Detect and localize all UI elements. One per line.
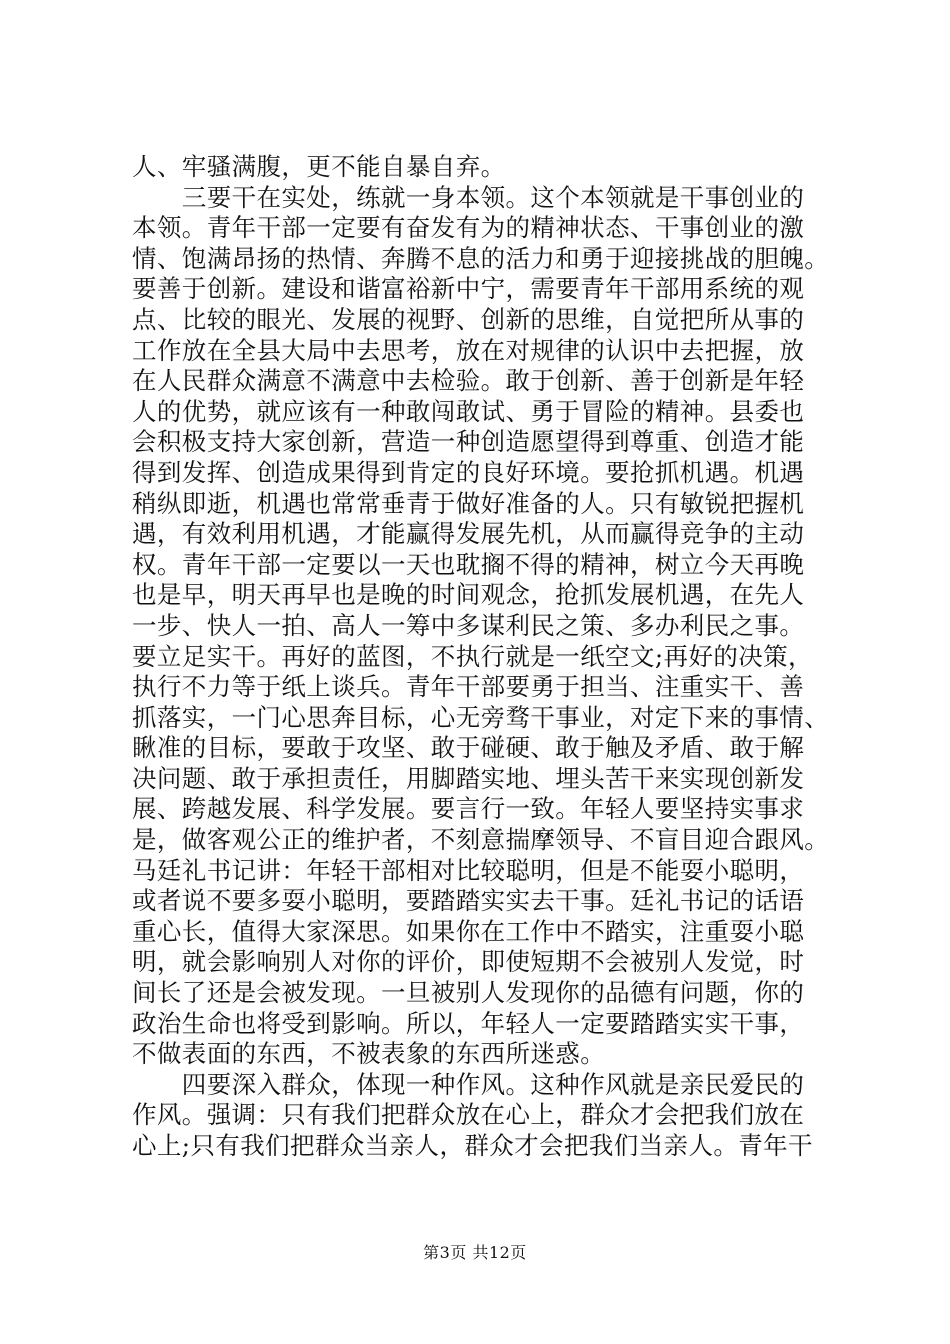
- text-line: 人、牢骚满腹，更不能自暴自弃。: [132, 152, 506, 181]
- text-line: 稍纵即逝，机遇也常常垂青于做好准备的人。只有敏锐把握机: [132, 488, 805, 518]
- text-line: 要立足实干。再好的蓝图，不执行就是一纸空文;再好的决策，: [132, 641, 813, 671]
- text-line: 是，做客观公正的维护者，不刻意揣摩领导、不盲目迎合跟风。: [132, 825, 830, 855]
- text-line: 或者说不要多耍小聪明，要踏踏实实去干事。廷礼书记的话语: [132, 886, 805, 916]
- text-line: 瞅准的目标，要敢于攻坚、敢于碰硬、敢于触及矛盾、敢于解: [132, 733, 805, 763]
- text-line: 得到发挥、创造成果得到肯定的良好环境。要抢抓机遇。机遇: [132, 457, 805, 487]
- text-line: 明，就会影响别人对你的评价，即使短期不会被别人发觉，时: [132, 947, 805, 977]
- text-line: 会积极支持大家创新，营造一种创造愿望得到尊重、创造才能: [132, 427, 805, 457]
- text-line: 工作放在全县大局中去思考，放在对规律的认识中去把握，放: [132, 335, 805, 365]
- text-line: 重心长，值得大家深思。如果你在工作中不踏实，注重耍小聪: [132, 916, 805, 946]
- text-line: 遇，有效利用机遇，才能赢得发展先机，从而赢得竞争的主动: [132, 519, 805, 549]
- text-line: 间长了还是会被发现。一旦被别人发现你的品德有问题，你的: [132, 978, 805, 1008]
- text-line: 作风。强调：只有我们把群众放在心上，群众才会把我们放在: [132, 1100, 805, 1130]
- text-line: 执行不力等于纸上谈兵。青年干部要勇于担当、注重实干、善: [132, 672, 805, 702]
- text-line: 心上;只有我们把群众当亲人，群众才会把我们当亲人。青年干: [132, 1131, 813, 1160]
- text-line: 人的优势，就应该有一种敢闯敢试、勇于冒险的精神。县委也: [132, 396, 805, 426]
- text-line: 情、饱满昂扬的热情、奔腾不息的活力和勇于迎接挑战的胆魄。: [132, 243, 830, 273]
- text-line: 马廷礼书记讲：年轻干部相对比较聪明，但是不能耍小聪明，: [132, 855, 805, 885]
- text-line: 四要深入群众，体现一种作风。这种作风就是亲民爱民的: [132, 1069, 805, 1099]
- text-line: 点、比较的眼光、发展的视野、创新的思维，自觉把所从事的: [132, 304, 805, 334]
- text-line: 也是早，明天再早也是晚的时间观念，抢抓发展机遇，在先人: [132, 580, 805, 610]
- text-line: 一步、快人一拍、高人一筹中多谋利民之策、多办利民之事。: [132, 610, 805, 640]
- text-line: 政治生命也将受到影响。所以，年轻人一定要踏踏实实干事，: [132, 1008, 805, 1038]
- text-line: 展、跨越发展、科学发展。要言行一致。年轻人要坚持实事求: [132, 794, 805, 824]
- text-line: 权。青年干部一定要以一天也耽搁不得的精神，树立今天再晚: [132, 549, 805, 579]
- text-line: 三要干在实处，练就一身本领。这个本领就是干事创业的: [132, 182, 805, 212]
- text-line: 本领。青年干部一定要有奋发有为的精神状态、干事创业的激: [132, 213, 805, 243]
- text-line: 不做表面的东西，不被表象的东西所迷惑。: [132, 1039, 606, 1069]
- text-line: 在人民群众满意不满意中去检验。敢于创新、善于创新是年轻: [132, 366, 805, 396]
- text-line: 抓落实，一门心思奔目标，心无旁骛干事业，对定下来的事情、: [132, 702, 830, 732]
- page-number-footer: 第3页 共12页: [423, 1243, 527, 1262]
- body-text: [132, 152, 832, 1162]
- text-line: 要善于创新。建设和谐富裕新中宁，需要青年干部用系统的观: [132, 274, 805, 304]
- text-line: 决问题、敢于承担责任，用脚踏实地、埋头苦干来实现创新发: [132, 763, 805, 793]
